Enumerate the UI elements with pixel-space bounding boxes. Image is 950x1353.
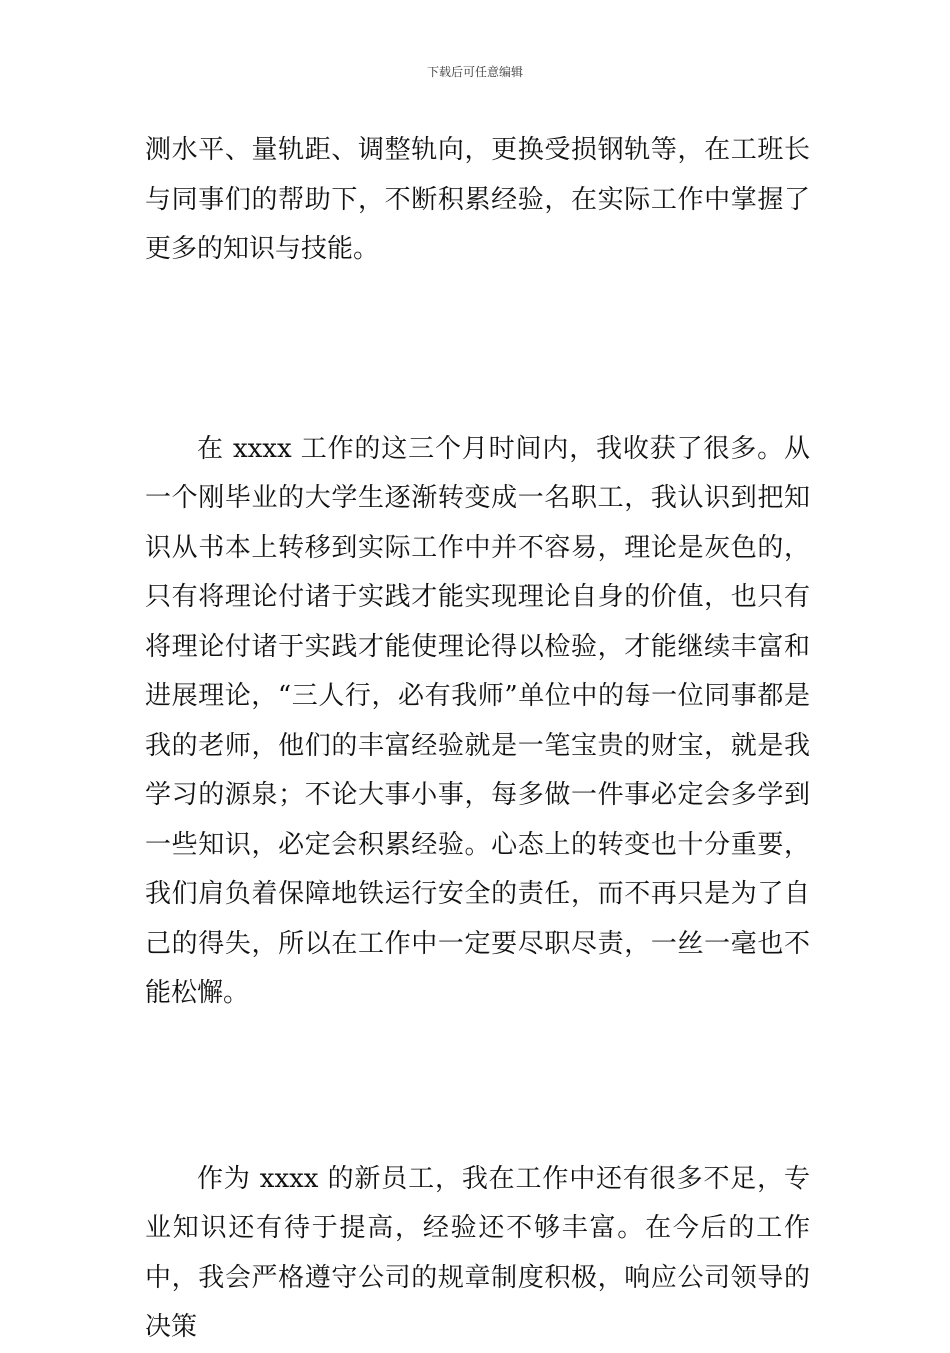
paragraph-spacer [145,1019,810,1155]
paragraph-reflection: 在 xxxx 工作的这三个月时间内，我收获了很多。从一个刚毕业的大学生逐渐转变成一名职工，我认识到把知识从书本上转移到实际工作中并不容易，理论是灰色的，只有将理论付诸于实践才能实现理论自身的价值，也只有将理论付诸于实践才能使理论得以检验，才能继续丰富和进展理论，“三人行，必有我师”单位中的每一位同事都是我的老师，他们的丰富经验就是一笔宝贵的财宝，就是我学习的源泉；不论大事小事，每多做一件事必定会多学到一些知识，必定会积累经验。心态上的转变也十分重要，我们肩负着保障地铁运行安全的责任，而不再只是为了自己的得失，所以在工作中一定要尽职尽责，一丝一毫也不能松懈。 [145,433,810,1008]
paragraph-spacer [145,275,810,425]
document-body [145,126,810,1353]
paragraph-continued: 测水平、量轨距、调整轨向，更换受损钢轨等，在工班长与同事们的帮助下，不断积累经验，在实际工作中掌握了更多的知识与技能。 [145,135,810,264]
paragraph-new-employee: 作为 xxxx 的新员工，我在工作中还有很多不足，专业知识还有待于提高，经验还不够丰富。在今后的工作中，我会严格遵守公司的规章制度积极，响应公司领导的决策 [145,1163,810,1342]
page-header: 下载后可任意编辑 [426,65,523,79]
